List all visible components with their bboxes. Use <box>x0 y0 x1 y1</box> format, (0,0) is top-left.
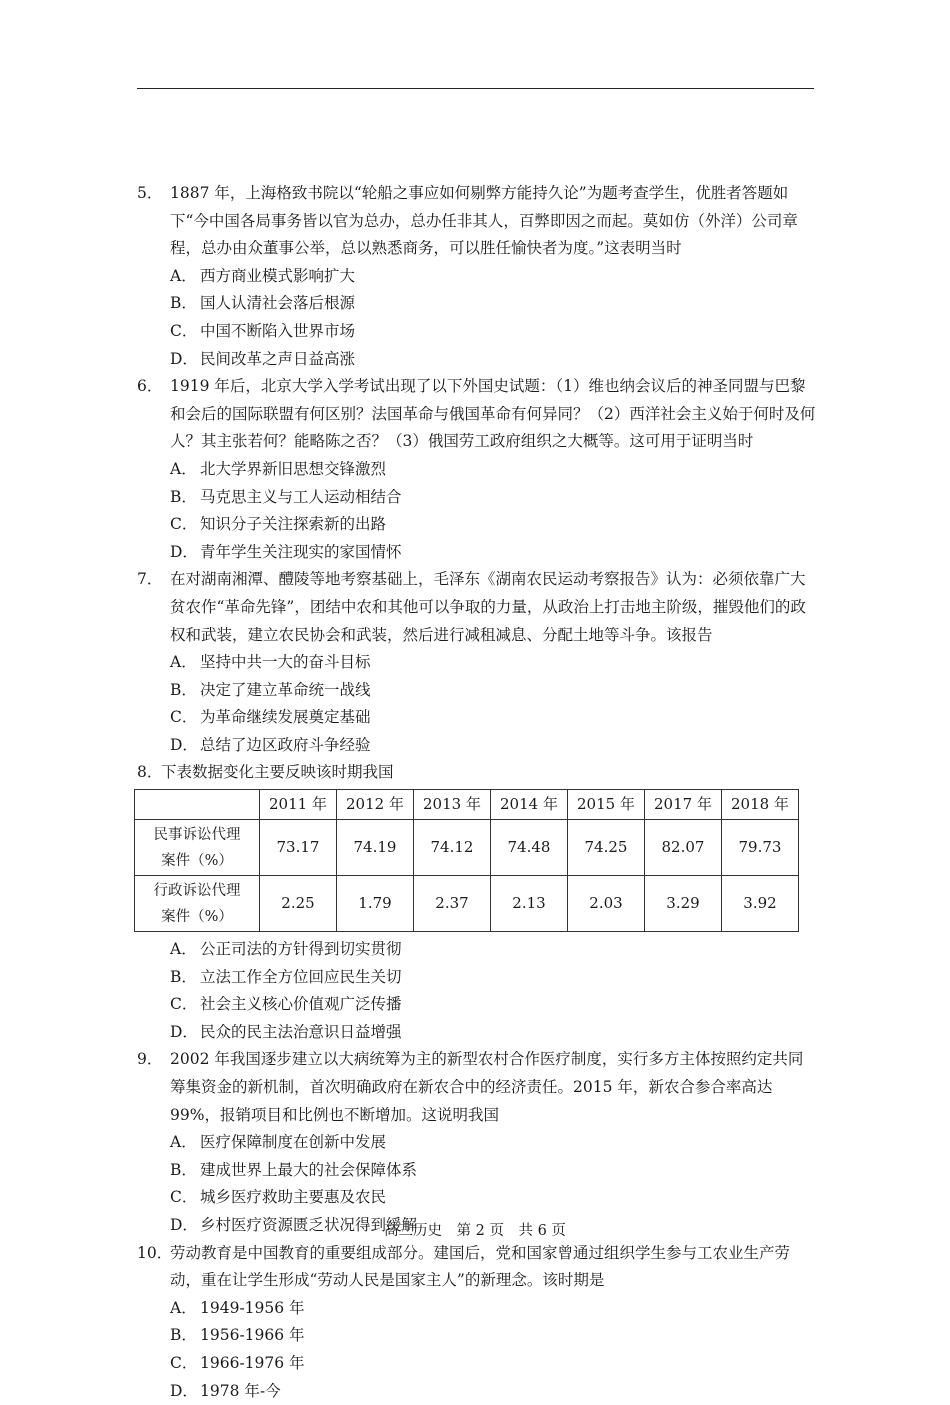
table-cell: 74.25 <box>568 820 645 876</box>
table-cell: 2.03 <box>568 876 645 932</box>
table-row-civil <box>135 820 799 876</box>
option-b[interactable]: B． 决定了建立革命统一战线 <box>170 680 371 699</box>
question-9 <box>137 1046 817 1239</box>
options <box>170 263 817 373</box>
option-d[interactable]: D． 总结了边区政府斗争经验 <box>170 735 371 754</box>
option-c[interactable]: C． 城乡医疗救助主要惠及农民 <box>170 1188 387 1207</box>
question-stem: 2002 年我国逐步建立以大病统筹为主的新型农村合作医疗制度，实行多方主体按照约定共同筹集资金的新机制，首次明确政府在新农合中的经济责任。2015 年，新农合参合率高达 99%，报销项目和比例也不断增加。这说明我国 <box>170 1050 804 1124</box>
options <box>161 936 817 1046</box>
year-header: 2018 年 <box>722 790 799 820</box>
table-cell: 2.37 <box>414 876 491 932</box>
question-stem: 劳动教育是中国教育的重要组成部分。建国后，党和国家曾通过组织学生参与工农业生产劳动，重在让学生形成“劳动人民是国家主人”的新理念。该时期是 <box>170 1243 791 1290</box>
data-table <box>134 789 799 932</box>
question-number: 5． <box>137 184 163 202</box>
option-d[interactable]: D． 青年学生关注现实的家国情怀 <box>170 542 402 561</box>
year-header: 2014 年 <box>491 790 568 820</box>
option-b[interactable]: B． 建成世界上最大的社会保障体系 <box>170 1160 418 1179</box>
option-c[interactable]: C． 为革命继续发展奠定基础 <box>170 708 371 727</box>
option-c[interactable]: C． 中国不断陷入世界市场 <box>170 321 356 340</box>
table-cell: 3.92 <box>722 876 799 932</box>
header-rule <box>137 88 814 89</box>
question-5 <box>137 180 817 373</box>
row-label: 行政诉讼代理 案件（%） <box>135 876 260 932</box>
year-header: 2012 年 <box>337 790 414 820</box>
option-b[interactable]: B． 国人认清社会落后根源 <box>170 294 356 313</box>
year-header: 2015 年 <box>568 790 645 820</box>
row-label: 民事诉讼代理 案件（%） <box>135 820 260 876</box>
option-b[interactable]: B． 立法工作全方位回应民生关切 <box>170 967 402 986</box>
year-header: 2017 年 <box>645 790 722 820</box>
option-d[interactable]: D． 民间改革之声日益高涨 <box>170 349 356 368</box>
question-number: 7． <box>137 570 163 589</box>
options <box>170 649 817 759</box>
table-cell: 73.17 <box>260 820 337 876</box>
option-c[interactable]: C． 1966-1976 年 <box>170 1353 305 1372</box>
question-number: 9． <box>137 1050 163 1069</box>
option-a[interactable]: A． 西方商业模式影响扩大 <box>170 266 356 285</box>
question-8 <box>137 759 817 1046</box>
question-number: 10． <box>137 1243 173 1262</box>
question-10 <box>137 1240 817 1405</box>
question-7 <box>137 566 817 759</box>
question-stem: 下表数据变化主要反映该时期我国 <box>161 763 394 782</box>
question-stem: 1887 年，上海格致书院以“轮船之事应如何剔弊方能持久论”为题考查学生，优胜者答题如下“今中国各局事务皆以官为总办，总办任非其人，百弊即因之而起。莫如仿（外洋）公司章程，总办由众董事公举，总以熟悉商务，可以胜任愉快者为度。”这表明当时 <box>170 184 798 258</box>
table-header-row <box>135 790 799 820</box>
table-cell: 74.48 <box>491 820 568 876</box>
option-b[interactable]: B． 马克思主义与工人运动相结合 <box>170 487 402 506</box>
option-d[interactable]: D． 民众的民主法治意识日益增强 <box>170 1022 402 1041</box>
option-b[interactable]: B． 1956-1966 年 <box>170 1326 305 1345</box>
option-d[interactable]: D． 1978 年-今 <box>170 1381 281 1400</box>
question-stem: 1919 年后，北京大学入学考试出现了以下外国史试题：（1）维也纳会议后的神圣同盟与巴黎和会后的国际联盟有何区别？法国革命与俄国革命有何异同？（2）西洋社会主义始于何时及何人？其主张若何？能略陈之否？（3）俄国劳工政府组织之大概等。这可用于证明当时 <box>170 377 816 451</box>
page-footer: 高三历史 第 2 页 共 6 页 <box>384 1223 566 1239</box>
table-corner-cell <box>135 790 260 820</box>
question-number: 8． <box>137 763 163 782</box>
table-cell: 1.79 <box>337 876 414 932</box>
options <box>170 1295 817 1405</box>
table-cell: 79.73 <box>722 820 799 876</box>
options <box>170 456 817 566</box>
option-d[interactable]: D． 乡村医疗资源匮乏状况得到缓解 <box>170 1216 418 1234</box>
question-stem: 在对湖南湘潭、醴陵等地考察基础上，毛泽东《湖南农民运动考察报告》认为：必须依靠广大贫农作“革命先锋”，团结中农和其他可以争取的力量，从政治上打击地主阶级，摧毁他们的政权和武装，建立农民协会和武装，然后进行减租减息、分配土地等斗争。该报告 <box>170 570 806 644</box>
option-c[interactable]: C． 知识分子关注探索新的出路 <box>170 515 387 534</box>
table-cell: 2.25 <box>260 876 337 932</box>
year-header: 2011 年 <box>260 790 337 820</box>
table-cell: 3.29 <box>645 876 722 932</box>
table-cell: 82.07 <box>645 820 722 876</box>
option-a[interactable]: A． 公正司法的方针得到切实贯彻 <box>170 940 402 959</box>
question-6 <box>137 373 817 566</box>
option-a[interactable]: A． 北大学界新旧思想交锋激烈 <box>170 459 387 478</box>
question-number: 6． <box>137 377 163 396</box>
year-header: 2013 年 <box>414 790 491 820</box>
table-cell: 74.19 <box>337 820 414 876</box>
table-cell: 74.12 <box>414 820 491 876</box>
option-a[interactable]: A． 1949-1956 年 <box>170 1298 305 1317</box>
table-cell: 2.13 <box>491 876 568 932</box>
option-c[interactable]: C． 社会主义核心价值观广泛传播 <box>170 995 402 1014</box>
table-row-administrative <box>135 876 799 932</box>
option-a[interactable]: A． 医疗保障制度在创新中发展 <box>170 1133 387 1152</box>
option-a[interactable]: A． 坚持中共一大的奋斗目标 <box>170 653 371 672</box>
